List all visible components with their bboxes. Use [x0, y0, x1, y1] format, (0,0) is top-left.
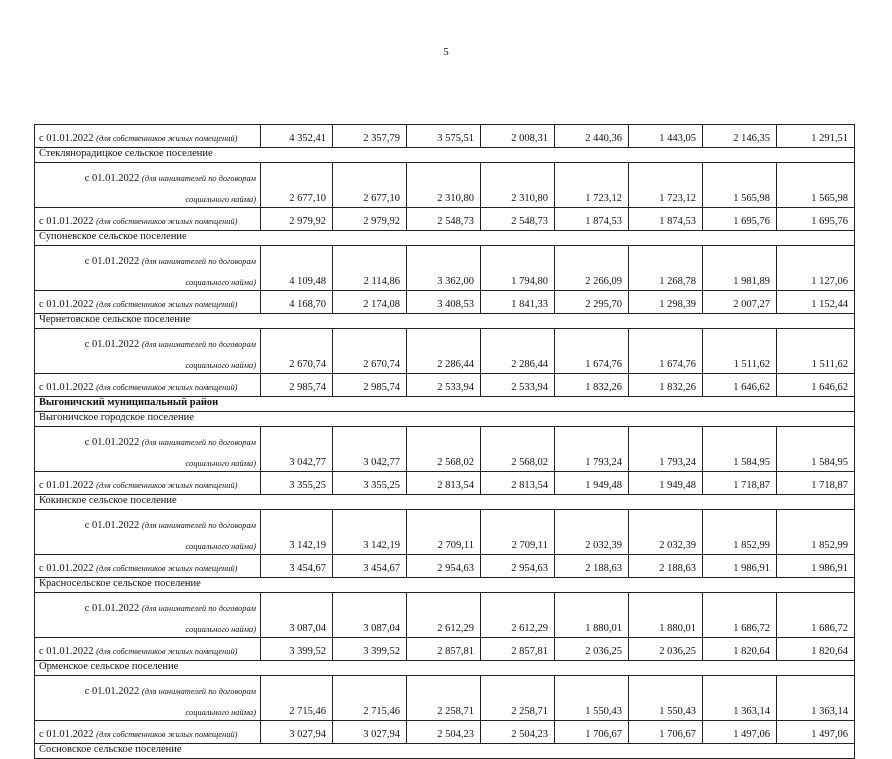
table-cell: 3 454,67	[333, 555, 407, 578]
table-cell: 1 832,26	[555, 374, 629, 397]
label-date: с 01.01.2022	[39, 299, 94, 310]
table-cell: 1 793,24	[629, 427, 703, 472]
table-cell: 1 511,62	[777, 329, 855, 374]
label-date: с 01.01.2022	[84, 686, 140, 697]
table-cell: 3 355,25	[261, 472, 333, 495]
table-row	[35, 472, 855, 495]
table-cell: 1 852,99	[777, 510, 855, 555]
row-label	[35, 676, 261, 721]
table-cell: 1 363,14	[777, 676, 855, 721]
table-cell: 2 032,39	[629, 510, 703, 555]
table-row	[35, 208, 855, 231]
table-cell: 1 986,91	[777, 555, 855, 578]
table-cell: 2 036,25	[555, 638, 629, 661]
table-cell: 3 142,19	[261, 510, 333, 555]
table-cell: 3 355,25	[333, 472, 407, 495]
table-cell: 2 813,54	[481, 472, 555, 495]
label-date: с 01.01.2022	[39, 646, 94, 657]
table-cell: 1 550,43	[629, 676, 703, 721]
settlement-title: Стеклянорадицкое сельское поселение	[35, 148, 855, 163]
table-cell: 2 007,27	[703, 291, 777, 314]
table-cell: 3 454,67	[261, 555, 333, 578]
table-cell: 2 357,79	[333, 125, 407, 148]
table-cell: 2 504,23	[407, 721, 481, 744]
table-cell: 2 295,70	[555, 291, 629, 314]
table-cell: 2 985,74	[333, 374, 407, 397]
table-cell: 2 568,02	[481, 427, 555, 472]
label-date: с 01.01.2022	[39, 480, 94, 491]
settlement-title: Сосновское сельское поселение	[35, 744, 855, 759]
table-cell: 2 954,63	[407, 555, 481, 578]
page-number: 5	[443, 46, 449, 58]
table-cell: 1 686,72	[703, 593, 777, 638]
table-cell: 1 584,95	[777, 427, 855, 472]
row-label	[35, 427, 261, 472]
table-cell: 1 820,64	[703, 638, 777, 661]
label-date: с 01.01.2022	[39, 133, 94, 144]
table-cell: 2 188,63	[555, 555, 629, 578]
table-cell: 4 168,70	[261, 291, 333, 314]
label-note: (для нанимателей по договорам	[141, 257, 256, 266]
table-cell: 2 612,29	[481, 593, 555, 638]
table-cell: 2 677,10	[333, 163, 407, 208]
table-row	[35, 638, 855, 661]
label-line-1	[39, 339, 256, 350]
row-label	[35, 593, 261, 638]
table-cell: 1 443,05	[629, 125, 703, 148]
settlement-row	[35, 744, 855, 759]
table-cell: 3 362,00	[407, 246, 481, 291]
table-cell: 3 142,19	[333, 510, 407, 555]
label-note: (для нанимателей по договорам	[141, 174, 256, 183]
settlement-row	[35, 314, 855, 329]
label-note: (для собственников жилых помещений)	[96, 564, 238, 573]
table-cell: 2 036,25	[629, 638, 703, 661]
table-cell: 2 504,23	[481, 721, 555, 744]
table-cell: 1 874,53	[555, 208, 629, 231]
table-cell: 1 718,87	[703, 472, 777, 495]
table-row	[35, 593, 855, 638]
settlement-title: Выгоничское городское поселение	[35, 412, 855, 427]
table-row	[35, 291, 855, 314]
settlement-row	[35, 231, 855, 246]
table-cell: 2 310,80	[481, 163, 555, 208]
table-cell: 1 363,14	[703, 676, 777, 721]
settlement-row	[35, 148, 855, 163]
label-note: (для собственников жилых помещений)	[96, 134, 238, 143]
label-line-1	[39, 686, 256, 697]
label-line-2: социального найма)	[185, 625, 256, 634]
tariff-table	[34, 124, 855, 759]
label-date: с 01.01.2022	[84, 437, 140, 448]
label-note: (для нанимателей по договорам	[141, 438, 256, 447]
table-row	[35, 721, 855, 744]
label-note: (для собственников жилых помещений)	[96, 730, 238, 739]
table-cell: 2 670,74	[261, 329, 333, 374]
settlement-title: Супоневское сельское поселение	[35, 231, 855, 246]
table-cell: 2 709,11	[481, 510, 555, 555]
settlement-row	[35, 412, 855, 427]
row-label	[35, 208, 261, 231]
table-cell: 2 979,92	[333, 208, 407, 231]
label-note: (для собственников жилых помещений)	[96, 481, 238, 490]
table-cell: 2 670,74	[333, 329, 407, 374]
table-cell: 1 949,48	[629, 472, 703, 495]
table-cell: 3 087,04	[333, 593, 407, 638]
table-row	[35, 163, 855, 208]
label-note: (для собственников жилых помещений)	[96, 217, 238, 226]
table-cell: 1 646,62	[703, 374, 777, 397]
table-cell: 1 550,43	[555, 676, 629, 721]
table-cell: 2 985,74	[261, 374, 333, 397]
label-date: с 01.01.2022	[39, 216, 94, 227]
table-cell: 1 793,24	[555, 427, 629, 472]
table-cell: 1 852,99	[703, 510, 777, 555]
settlement-title: Кокинское сельское поселение	[35, 495, 855, 510]
table-cell: 1 706,67	[629, 721, 703, 744]
label-date: с 01.01.2022	[84, 603, 140, 614]
table-cell: 2 612,29	[407, 593, 481, 638]
settlement-title: Красносельское сельское поселение	[35, 578, 855, 593]
label-note: (для собственников жилых помещений)	[96, 300, 238, 309]
table-cell: 1 584,95	[703, 427, 777, 472]
table-row	[35, 374, 855, 397]
label-date: с 01.01.2022	[84, 256, 140, 267]
region-title: Выгоничский муниципальный район	[35, 397, 855, 412]
label-date: с 01.01.2022	[39, 382, 94, 393]
table-cell: 1 298,39	[629, 291, 703, 314]
table-row	[35, 555, 855, 578]
table-cell: 1 981,89	[703, 246, 777, 291]
table-cell: 2 857,81	[407, 638, 481, 661]
table-cell: 3 399,52	[333, 638, 407, 661]
row-label	[35, 721, 261, 744]
table-cell: 1 794,80	[481, 246, 555, 291]
table-cell: 2 677,10	[261, 163, 333, 208]
table-cell: 4 109,48	[261, 246, 333, 291]
label-line-2: социального найма)	[185, 361, 256, 370]
table-cell: 1 723,12	[555, 163, 629, 208]
label-note: (для нанимателей по договорам	[141, 340, 256, 349]
table-cell: 2 979,92	[261, 208, 333, 231]
table-cell: 1 718,87	[777, 472, 855, 495]
label-line-2: социального найма)	[185, 542, 256, 551]
table-cell: 1 695,76	[703, 208, 777, 231]
table-cell: 2 568,02	[407, 427, 481, 472]
row-label	[35, 125, 261, 148]
settlement-row	[35, 661, 855, 676]
table-cell: 2 258,71	[481, 676, 555, 721]
table-cell: 2 008,31	[481, 125, 555, 148]
table-cell: 1 949,48	[555, 472, 629, 495]
table-cell: 2 440,36	[555, 125, 629, 148]
table-cell: 2 715,46	[261, 676, 333, 721]
table-cell: 1 511,62	[703, 329, 777, 374]
table-cell: 1 674,76	[629, 329, 703, 374]
settlement-row	[35, 578, 855, 593]
table-row	[35, 125, 855, 148]
label-note: (для собственников жилых помещений)	[96, 383, 238, 392]
table-cell: 1 880,01	[555, 593, 629, 638]
table-cell: 2 266,09	[555, 246, 629, 291]
settlement-title: Орменское сельское поселение	[35, 661, 855, 676]
table-cell: 3 042,77	[333, 427, 407, 472]
table-cell: 1 127,06	[777, 246, 855, 291]
label-line-1	[39, 603, 256, 614]
table-cell: 1 565,98	[777, 163, 855, 208]
table-cell: 2 533,94	[481, 374, 555, 397]
table-cell: 1 497,06	[703, 721, 777, 744]
label-line-2: социального найма)	[185, 708, 256, 717]
table-cell: 2 174,08	[333, 291, 407, 314]
label-line-1	[39, 437, 256, 448]
table-cell: 2 286,44	[481, 329, 555, 374]
table-cell: 2 310,80	[407, 163, 481, 208]
row-label	[35, 555, 261, 578]
table-cell: 1 291,51	[777, 125, 855, 148]
table-cell: 1 874,53	[629, 208, 703, 231]
table-cell: 1 565,98	[703, 163, 777, 208]
table-cell: 1 820,64	[777, 638, 855, 661]
table-cell: 1 674,76	[555, 329, 629, 374]
label-date: с 01.01.2022	[84, 173, 140, 184]
label-line-1	[39, 173, 256, 184]
table-cell: 3 027,94	[333, 721, 407, 744]
row-label	[35, 374, 261, 397]
table-cell: 2 188,63	[629, 555, 703, 578]
table-cell: 3 087,04	[261, 593, 333, 638]
row-label	[35, 638, 261, 661]
label-date: с 01.01.2022	[39, 563, 94, 574]
table-cell: 2 954,63	[481, 555, 555, 578]
table-cell: 1 986,91	[703, 555, 777, 578]
row-label	[35, 472, 261, 495]
table-row	[35, 427, 855, 472]
label-note: (для нанимателей по договорам	[141, 604, 256, 613]
table-cell: 1 646,62	[777, 374, 855, 397]
table-cell: 2 857,81	[481, 638, 555, 661]
label-date: с 01.01.2022	[39, 729, 94, 740]
table-cell: 1 723,12	[629, 163, 703, 208]
table-cell: 1 841,33	[481, 291, 555, 314]
table-row	[35, 329, 855, 374]
table-cell: 1 880,01	[629, 593, 703, 638]
row-label	[35, 246, 261, 291]
table-cell: 1 268,78	[629, 246, 703, 291]
table-cell: 1 706,67	[555, 721, 629, 744]
table-cell: 1 832,26	[629, 374, 703, 397]
table-cell: 2 548,73	[481, 208, 555, 231]
table-cell: 2 032,39	[555, 510, 629, 555]
table-cell: 2 146,35	[703, 125, 777, 148]
label-note: (для собственников жилых помещений)	[96, 647, 238, 656]
table-row	[35, 676, 855, 721]
table-cell: 1 686,72	[777, 593, 855, 638]
table-cell: 3 399,52	[261, 638, 333, 661]
label-date: с 01.01.2022	[84, 339, 140, 350]
label-date: с 01.01.2022	[84, 520, 140, 531]
label-line-2: социального найма)	[185, 278, 256, 287]
table-cell: 2 533,94	[407, 374, 481, 397]
table-cell: 3 042,77	[261, 427, 333, 472]
settlement-row	[35, 495, 855, 510]
label-line-2: социального найма)	[185, 195, 256, 204]
table-cell: 2 258,71	[407, 676, 481, 721]
table-cell: 4 352,41	[261, 125, 333, 148]
table-cell: 3 575,51	[407, 125, 481, 148]
table-row	[35, 510, 855, 555]
table-cell: 2 709,11	[407, 510, 481, 555]
label-line-2: социального найма)	[185, 459, 256, 468]
table-cell: 2 715,46	[333, 676, 407, 721]
table-cell: 2 548,73	[407, 208, 481, 231]
label-note: (для нанимателей по договорам	[141, 687, 256, 696]
table-cell: 1 152,44	[777, 291, 855, 314]
table-cell: 2 286,44	[407, 329, 481, 374]
label-note: (для нанимателей по договорам	[141, 521, 256, 530]
label-line-1	[39, 520, 256, 531]
table-cell: 3 027,94	[261, 721, 333, 744]
table-cell: 2 114,86	[333, 246, 407, 291]
table-cell: 3 408,53	[407, 291, 481, 314]
row-label	[35, 291, 261, 314]
row-label	[35, 329, 261, 374]
table-cell: 1 695,76	[777, 208, 855, 231]
table-cell: 1 497,06	[777, 721, 855, 744]
table-row	[35, 246, 855, 291]
row-label	[35, 163, 261, 208]
label-line-1	[39, 256, 256, 267]
row-label	[35, 510, 261, 555]
settlement-title: Чернетовское сельское поселение	[35, 314, 855, 329]
region-row	[35, 397, 855, 412]
table-cell: 2 813,54	[407, 472, 481, 495]
